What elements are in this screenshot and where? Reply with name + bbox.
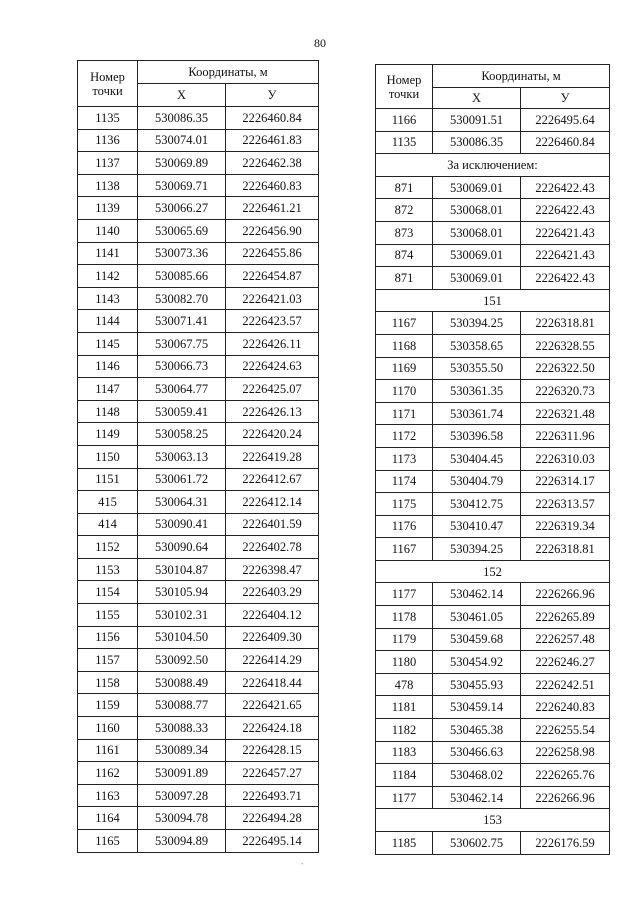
table-row <box>78 671 319 694</box>
point-number-cell: 1146 <box>78 355 138 378</box>
y-cell: 2226456.90 <box>226 219 319 242</box>
table-row <box>78 762 319 785</box>
y-cell: 2226176.59 <box>521 832 610 855</box>
table-row <box>376 515 610 538</box>
y-cell: 2226311.96 <box>521 425 610 448</box>
x-cell: 530454.92 <box>433 651 521 674</box>
table-row <box>376 764 610 787</box>
x-cell: 530073.36 <box>138 242 226 265</box>
point-number-cell: 1181 <box>376 696 433 719</box>
x-cell: 530058.25 <box>138 423 226 446</box>
point-number-cell: 1155 <box>78 604 138 627</box>
y-cell: 2226421.65 <box>226 694 319 717</box>
table-row <box>376 786 610 809</box>
table-row <box>78 242 319 265</box>
y-cell: 2226461.21 <box>226 197 319 220</box>
table-row <box>376 267 610 290</box>
point-number-cell: 1154 <box>78 581 138 604</box>
table-row <box>376 673 610 696</box>
x-cell: 530102.31 <box>138 604 226 627</box>
point-number-cell: 1164 <box>78 807 138 830</box>
y-cell: 2226460.84 <box>521 131 610 154</box>
point-number-cell: 1135 <box>78 107 138 130</box>
x-cell: 530066.73 <box>138 355 226 378</box>
table-row <box>78 717 319 740</box>
y-cell: 2226419.28 <box>226 445 319 468</box>
y-cell: 2226265.76 <box>521 764 610 787</box>
point-number-cell: 1142 <box>78 265 138 288</box>
table-row <box>78 152 319 175</box>
y-cell: 2226421.43 <box>521 244 610 267</box>
table-row <box>376 402 610 425</box>
point-number-cell: 1153 <box>78 558 138 581</box>
table-row <box>376 131 610 154</box>
y-cell: 2226322.50 <box>521 357 610 380</box>
table-row <box>78 491 319 514</box>
x-cell: 530094.78 <box>138 807 226 830</box>
table-row <box>78 174 319 197</box>
y-cell: 2226455.86 <box>226 242 319 265</box>
x-cell: 530064.31 <box>138 491 226 514</box>
x-cell: 530097.28 <box>138 784 226 807</box>
y-cell: 2226266.96 <box>521 786 610 809</box>
x-cell: 530059.41 <box>138 400 226 423</box>
x-cell: 530061.72 <box>138 468 226 491</box>
point-number-cell: 414 <box>78 513 138 536</box>
y-cell: 2226422.43 <box>521 176 610 199</box>
table-row <box>376 696 610 719</box>
y-cell: 2226321.48 <box>521 402 610 425</box>
table-row <box>376 538 610 561</box>
table-row <box>78 219 319 242</box>
point-number-cell: 1170 <box>376 380 433 403</box>
point-number-cell: 871 <box>376 267 433 290</box>
x-cell: 530069.71 <box>138 174 226 197</box>
x-cell: 530104.87 <box>138 558 226 581</box>
x-cell: 530355.50 <box>433 357 521 380</box>
y-cell: 2226412.14 <box>226 491 319 514</box>
point-number-cell: 1174 <box>376 470 433 493</box>
y-cell: 2226421.03 <box>226 287 319 310</box>
point-number-cell: 1183 <box>376 741 433 764</box>
y-cell: 2226421.43 <box>521 221 610 244</box>
point-number-cell: 1158 <box>78 671 138 694</box>
point-number-cell: 873 <box>376 221 433 244</box>
point-number-header: Номер точки <box>78 61 138 107</box>
section-row <box>376 560 610 583</box>
table-row <box>376 199 610 222</box>
point-number-cell: 1167 <box>376 312 433 335</box>
point-number-cell: 1166 <box>376 109 433 132</box>
y-cell: 2226424.63 <box>226 355 319 378</box>
y-cell: 2226246.27 <box>521 651 610 674</box>
x-cell: 530361.74 <box>433 402 521 425</box>
y-cell: 2226319.34 <box>521 515 610 538</box>
y-cell: 2226414.29 <box>226 649 319 672</box>
x-cell: 530410.47 <box>433 515 521 538</box>
point-number-cell: 1139 <box>78 197 138 220</box>
table-row <box>376 176 610 199</box>
y-cell: 2226402.78 <box>226 536 319 559</box>
y-header: У <box>226 84 319 107</box>
point-number-cell: 1172 <box>376 425 433 448</box>
point-number-cell: 1167 <box>376 538 433 561</box>
table-row <box>78 581 319 604</box>
x-cell: 530071.41 <box>138 310 226 333</box>
x-header: X <box>138 84 226 107</box>
table-row <box>376 719 610 742</box>
y-cell: 2226460.84 <box>226 107 319 130</box>
table-row <box>376 312 610 335</box>
y-cell: 2226401.59 <box>226 513 319 536</box>
x-cell: 530068.01 <box>433 199 521 222</box>
point-number-cell: 1160 <box>78 717 138 740</box>
section-label: 151 <box>376 289 610 312</box>
x-cell: 530064.77 <box>138 378 226 401</box>
x-cell: 530459.14 <box>433 696 521 719</box>
x-cell: 530090.64 <box>138 536 226 559</box>
x-cell: 530462.14 <box>433 583 521 606</box>
point-number-header: Номер точки <box>376 65 433 109</box>
x-cell: 530066.27 <box>138 197 226 220</box>
table-row <box>376 425 610 448</box>
section-label: 153 <box>376 809 610 832</box>
point-number-cell: 1182 <box>376 719 433 742</box>
point-number-cell: 415 <box>78 491 138 514</box>
point-number-cell: 1145 <box>78 332 138 355</box>
x-cell: 530074.01 <box>138 129 226 152</box>
y-cell: 2226420.24 <box>226 423 319 446</box>
table-row <box>78 626 319 649</box>
point-number-cell: 1143 <box>78 287 138 310</box>
section-label: За исключением: <box>376 154 610 177</box>
point-number-cell: 1163 <box>78 784 138 807</box>
x-cell: 530094.89 <box>138 830 226 853</box>
y-cell: 2226265.89 <box>521 606 610 629</box>
x-cell: 530092.50 <box>138 649 226 672</box>
point-number-cell: 874 <box>376 244 433 267</box>
y-cell: 2226242.51 <box>521 673 610 696</box>
y-cell: 2226462.38 <box>226 152 319 175</box>
table-row <box>78 468 319 491</box>
page-number: 80 <box>314 36 326 50</box>
table-row <box>78 807 319 830</box>
table-row <box>376 357 610 380</box>
table-row <box>376 334 610 357</box>
table-row <box>78 332 319 355</box>
point-number-cell: 1162 <box>78 762 138 785</box>
y-cell: 2226495.14 <box>226 830 319 853</box>
table-row <box>78 558 319 581</box>
table-row <box>78 423 319 446</box>
y-cell: 2226398.47 <box>226 558 319 581</box>
y-cell: 2226424.18 <box>226 717 319 740</box>
y-cell: 2226318.81 <box>521 312 610 335</box>
y-cell: 2226461.83 <box>226 129 319 152</box>
point-number-cell: 1148 <box>78 400 138 423</box>
x-cell: 530412.75 <box>433 493 521 516</box>
x-cell: 530069.01 <box>433 176 521 199</box>
table-row <box>78 197 319 220</box>
x-cell: 530461.05 <box>433 606 521 629</box>
point-number-cell: 1184 <box>376 764 433 787</box>
point-number-cell: 1156 <box>78 626 138 649</box>
x-cell: 530086.35 <box>138 107 226 130</box>
table-row <box>78 310 319 333</box>
y-cell: 2226404.12 <box>226 604 319 627</box>
x-cell: 530459.68 <box>433 628 521 651</box>
table-row <box>376 493 610 516</box>
y-cell: 2226314.17 <box>521 470 610 493</box>
y-cell: 2226493.71 <box>226 784 319 807</box>
x-cell: 530069.01 <box>433 267 521 290</box>
point-number-cell: 1144 <box>78 310 138 333</box>
x-cell: 530090.41 <box>138 513 226 536</box>
table-row <box>376 583 610 606</box>
y-cell: 2226425.07 <box>226 378 319 401</box>
point-number-cell: 872 <box>376 199 433 222</box>
x-cell: 530088.49 <box>138 671 226 694</box>
y-cell: 2226494.28 <box>226 807 319 830</box>
point-number-cell: 871 <box>376 176 433 199</box>
table-row <box>78 739 319 762</box>
x-cell: 530085.66 <box>138 265 226 288</box>
point-number-cell: 1169 <box>376 357 433 380</box>
y-header: У <box>521 88 610 109</box>
x-cell: 530082.70 <box>138 287 226 310</box>
x-cell: 530091.51 <box>433 109 521 132</box>
coordinates-header: Координаты, м <box>433 65 610 88</box>
coordinates-table-left <box>77 60 319 853</box>
table-row <box>78 513 319 536</box>
table-row <box>78 129 319 152</box>
x-cell: 530067.75 <box>138 332 226 355</box>
point-number-cell: 1136 <box>78 129 138 152</box>
y-cell: 2226495.64 <box>521 109 610 132</box>
x-cell: 530396.58 <box>433 425 521 448</box>
section-row <box>376 154 610 177</box>
x-cell: 530069.89 <box>138 152 226 175</box>
y-cell: 2226428.15 <box>226 739 319 762</box>
y-cell: 2226258.98 <box>521 741 610 764</box>
point-number-cell: 1138 <box>78 174 138 197</box>
x-cell: 530394.25 <box>433 312 521 335</box>
table-row <box>376 832 610 855</box>
y-cell: 2226318.81 <box>521 538 610 561</box>
table-row <box>376 447 610 470</box>
point-number-cell: 1137 <box>78 152 138 175</box>
y-cell: 2226266.96 <box>521 583 610 606</box>
x-cell: 530091.89 <box>138 762 226 785</box>
table-row <box>78 107 319 130</box>
table-row <box>78 649 319 672</box>
y-cell: 2226454.87 <box>226 265 319 288</box>
table-row <box>78 400 319 423</box>
point-number-cell: 1177 <box>376 786 433 809</box>
coordinates-header: Координаты, м <box>138 61 319 84</box>
point-number-cell: 1177 <box>376 583 433 606</box>
point-number-cell: 1171 <box>376 402 433 425</box>
y-cell: 2226240.83 <box>521 696 610 719</box>
point-number-cell: 1185 <box>376 832 433 855</box>
x-cell: 530063.13 <box>138 445 226 468</box>
x-cell: 530065.69 <box>138 219 226 242</box>
point-number-cell: 1159 <box>78 694 138 717</box>
y-cell: 2226328.55 <box>521 334 610 357</box>
point-number-cell: 1147 <box>78 378 138 401</box>
point-number-cell: 1150 <box>78 445 138 468</box>
x-cell: 530105.94 <box>138 581 226 604</box>
x-cell: 530455.93 <box>433 673 521 696</box>
table-row <box>376 651 610 674</box>
y-cell: 2226403.29 <box>226 581 319 604</box>
table-row <box>78 694 319 717</box>
y-cell: 2226422.43 <box>521 267 610 290</box>
y-cell: 2226255.54 <box>521 719 610 742</box>
y-cell: 2226460.83 <box>226 174 319 197</box>
x-cell: 530104.50 <box>138 626 226 649</box>
table-row <box>78 287 319 310</box>
point-number-cell: 1135 <box>376 131 433 154</box>
x-cell: 530361.35 <box>433 380 521 403</box>
coordinates-table-right <box>375 64 610 855</box>
y-cell: 2226418.44 <box>226 671 319 694</box>
section-label: 152 <box>376 560 610 583</box>
point-number-cell: 1178 <box>376 606 433 629</box>
x-cell: 530462.14 <box>433 786 521 809</box>
y-cell: 2226412.67 <box>226 468 319 491</box>
table-row <box>78 830 319 853</box>
table-row <box>78 378 319 401</box>
y-cell: 2226409.30 <box>226 626 319 649</box>
point-number-cell: 1140 <box>78 219 138 242</box>
table-row <box>376 109 610 132</box>
table-row <box>78 355 319 378</box>
x-cell: 530394.25 <box>433 538 521 561</box>
x-cell: 530086.35 <box>433 131 521 154</box>
section-row <box>376 809 610 832</box>
table-row <box>376 628 610 651</box>
table-row <box>78 265 319 288</box>
scan-mark: ˋ <box>301 862 304 871</box>
x-cell: 530088.33 <box>138 717 226 740</box>
y-cell: 2226457.27 <box>226 762 319 785</box>
x-cell: 530468.02 <box>433 764 521 787</box>
table-row <box>376 741 610 764</box>
y-cell: 2226422.43 <box>521 199 610 222</box>
point-number-cell: 1141 <box>78 242 138 265</box>
x-cell: 530068.01 <box>433 221 521 244</box>
point-number-cell: 1173 <box>376 447 433 470</box>
table-row <box>78 536 319 559</box>
y-cell: 2226426.13 <box>226 400 319 423</box>
y-cell: 2226426.11 <box>226 332 319 355</box>
x-header: X <box>433 88 521 109</box>
table-row <box>78 604 319 627</box>
x-cell: 530602.75 <box>433 832 521 855</box>
y-cell: 2226313.57 <box>521 493 610 516</box>
point-number-cell: 1168 <box>376 334 433 357</box>
table-row <box>376 470 610 493</box>
point-number-cell: 1175 <box>376 493 433 516</box>
table-row <box>376 221 610 244</box>
table-row <box>376 606 610 629</box>
y-cell: 2226320.73 <box>521 380 610 403</box>
x-cell: 530466.63 <box>433 741 521 764</box>
x-cell: 530088.77 <box>138 694 226 717</box>
x-cell: 530069.01 <box>433 244 521 267</box>
x-cell: 530465.38 <box>433 719 521 742</box>
x-cell: 530089.34 <box>138 739 226 762</box>
point-number-cell: 1152 <box>78 536 138 559</box>
point-number-cell: 1179 <box>376 628 433 651</box>
point-number-cell: 1149 <box>78 423 138 446</box>
point-number-cell: 1161 <box>78 739 138 762</box>
table-row <box>78 445 319 468</box>
x-cell: 530404.79 <box>433 470 521 493</box>
point-number-cell: 1157 <box>78 649 138 672</box>
point-number-cell: 1176 <box>376 515 433 538</box>
y-cell: 2226423.57 <box>226 310 319 333</box>
table-row <box>376 244 610 267</box>
table-row <box>78 784 319 807</box>
table-row <box>376 380 610 403</box>
point-number-cell: 1165 <box>78 830 138 853</box>
section-row <box>376 289 610 312</box>
point-number-cell: 1180 <box>376 651 433 674</box>
x-cell: 530404.45 <box>433 447 521 470</box>
point-number-cell: 478 <box>376 673 433 696</box>
x-cell: 530358.65 <box>433 334 521 357</box>
y-cell: 2226257.48 <box>521 628 610 651</box>
y-cell: 2226310.03 <box>521 447 610 470</box>
point-number-cell: 1151 <box>78 468 138 491</box>
